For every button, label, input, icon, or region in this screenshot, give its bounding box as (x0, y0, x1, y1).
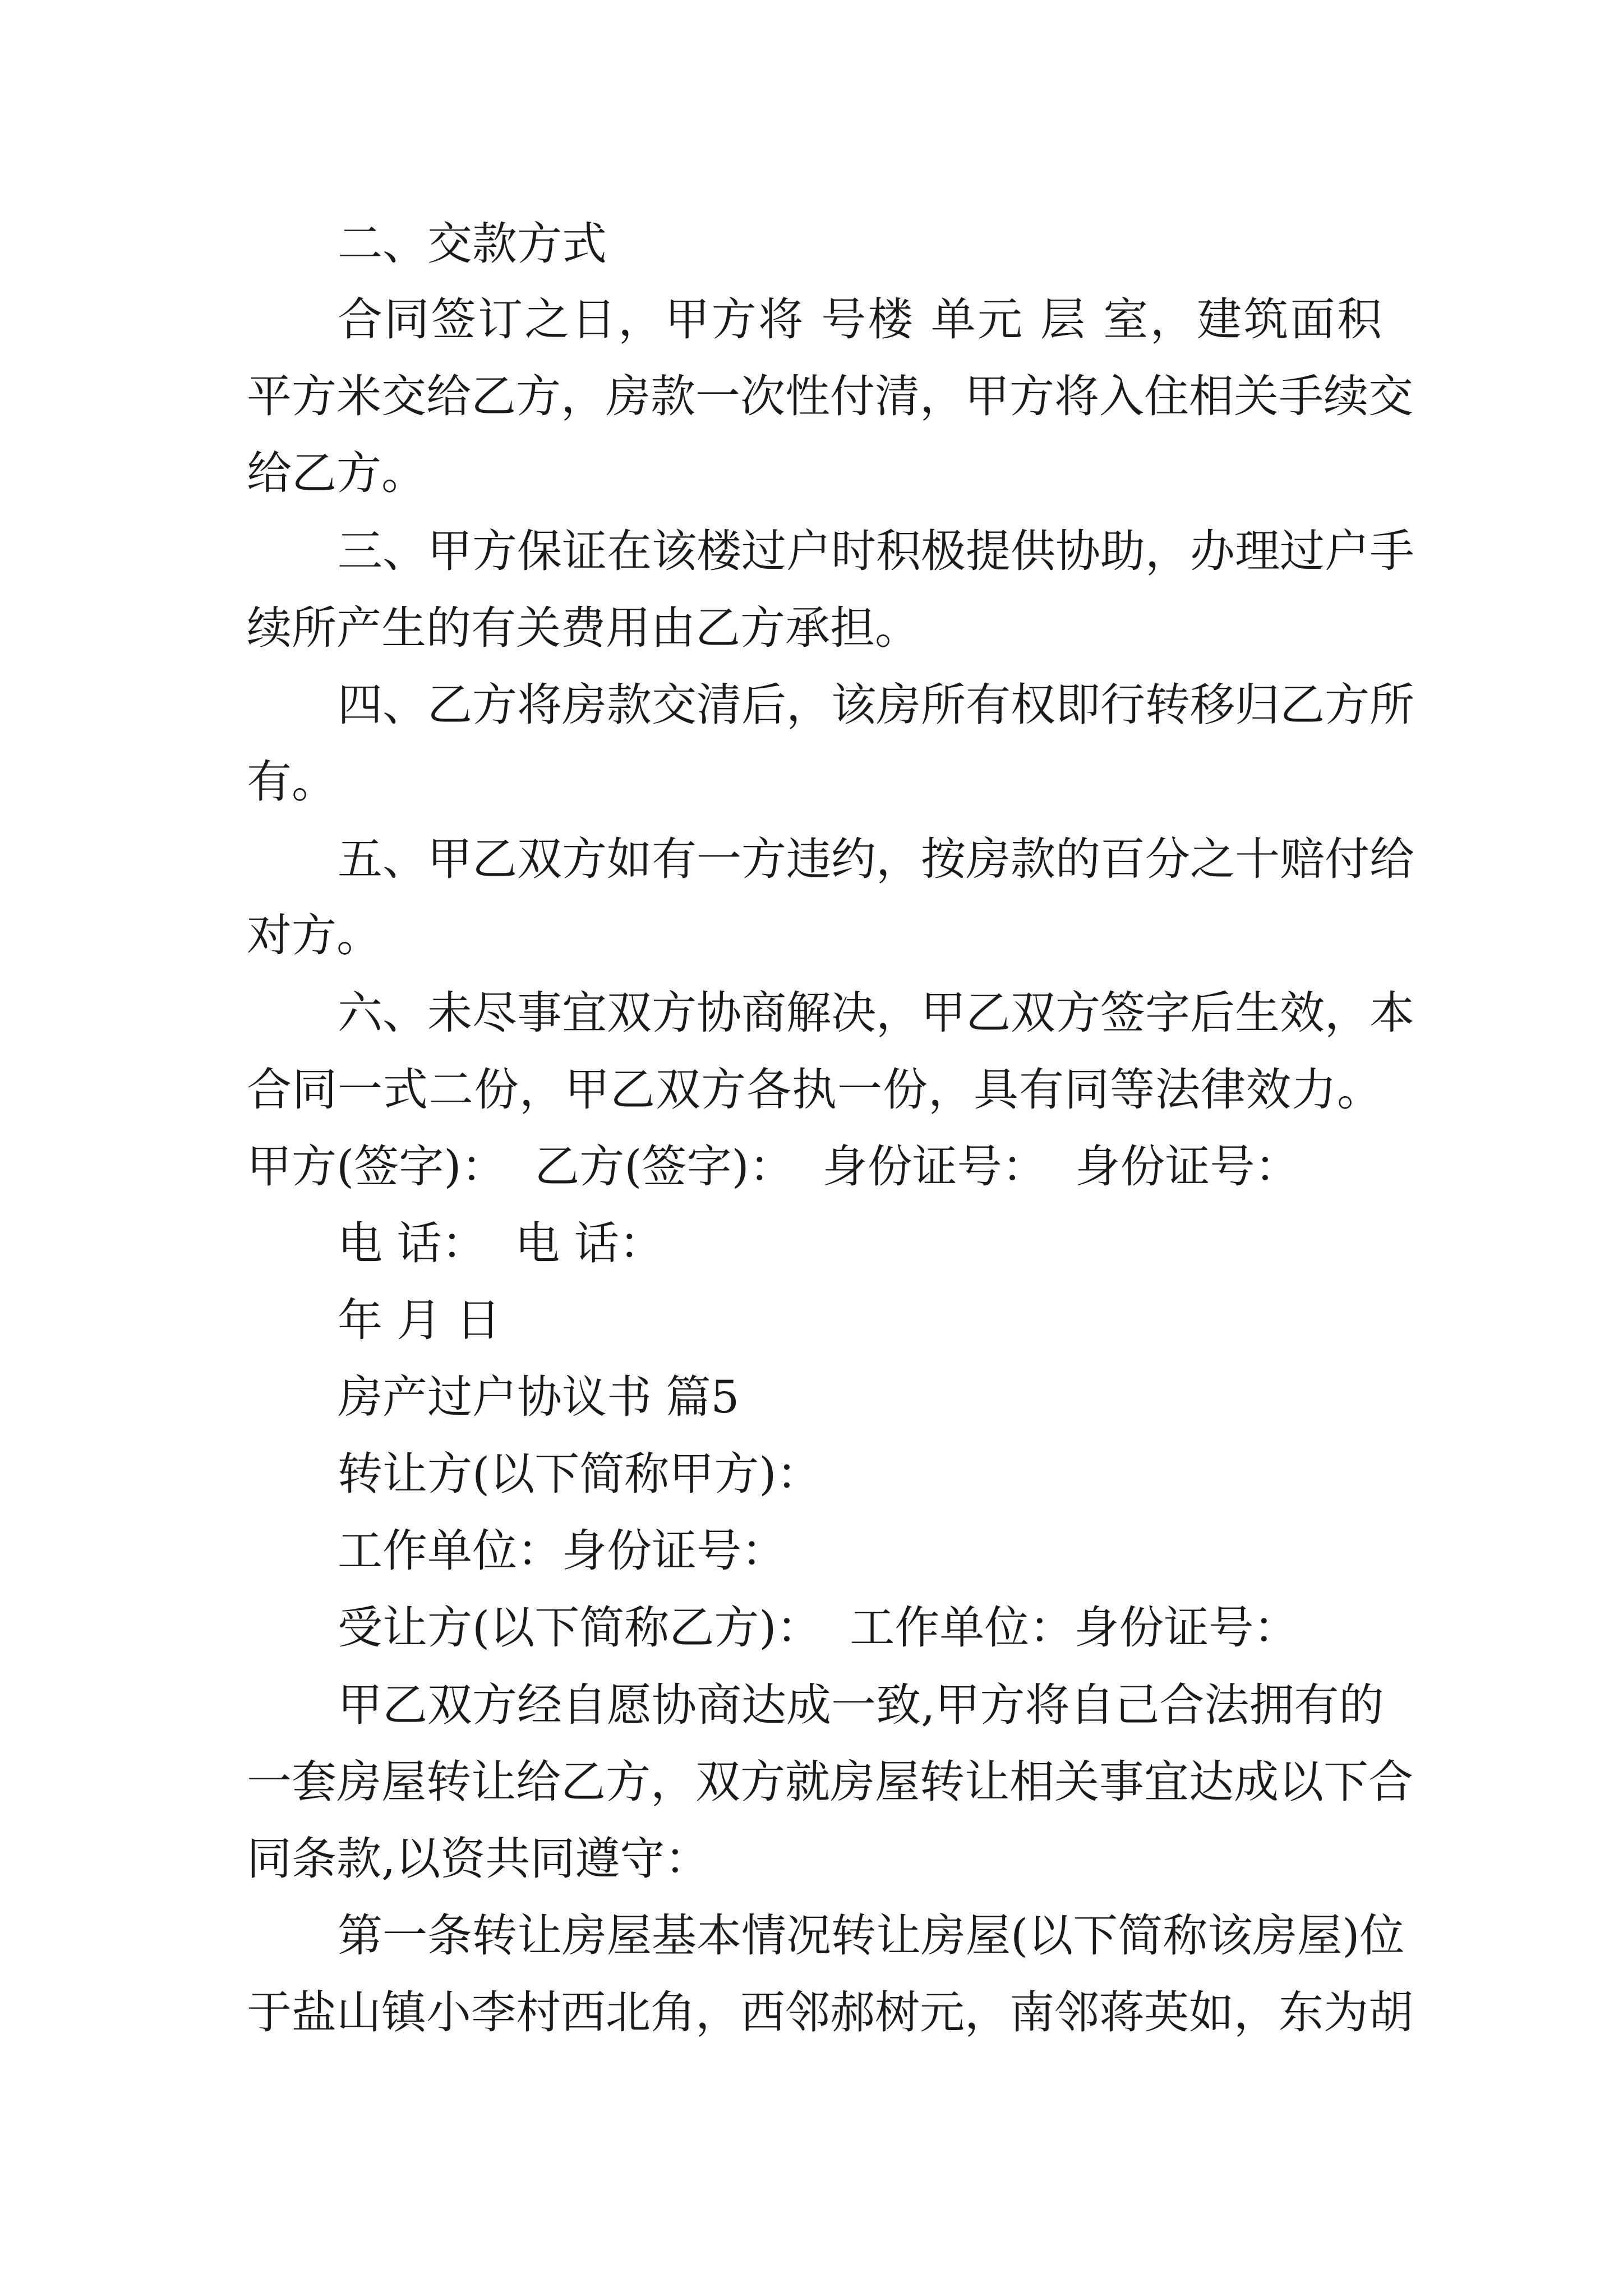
paragraph-line: 一套房屋转让给乙方，双方就房屋转让相关事宜达成以下合 (247, 1756, 1413, 1808)
paragraph-line: 合同一式二份，甲乙双方各执一份，具有同等法律效力。 (247, 1064, 1382, 1116)
paragraph-line: 合同签订之日，甲方将 号楼 单元 层 室，建筑面积 (338, 293, 1382, 346)
phone-line: 电 话： 电 话： (338, 1217, 664, 1269)
paragraph-line: 甲乙双方经自愿协商达成一致,甲方将自己合法拥有的 (338, 1679, 1384, 1731)
paragraph-line: 有。 (247, 756, 336, 808)
paragraph-line: 平方米交给乙方，房款一次性付清，甲方将入住相关手续交 (247, 370, 1413, 422)
paragraph-line: 对方。 (247, 909, 381, 961)
paragraph-line: 四、乙方将房款交清后，该房所有权即行转移归乙方所 (338, 679, 1414, 731)
paragraph-line: 六、未尽事宜双方协商解决，甲乙双方签字后生效，本 (338, 987, 1414, 1039)
signature-line: 甲方(签字)： 乙方(签字)： 身份证号： 身份证号： (247, 1140, 1300, 1193)
paragraph-line: 给乙方。 (247, 447, 426, 499)
date-line: 年 月 日 (338, 1294, 501, 1346)
transferee-line: 受让方(以下简称乙方)： 工作单位：身份证号： (338, 1602, 1299, 1654)
paragraph-line: 于盐山镇小李村西北角，西邻郝树元，南邻蒋英如，东为胡 (247, 1986, 1413, 2039)
paragraph-line: 第一条转让房屋基本情况转让房屋(以下简称该房屋)位 (338, 1910, 1405, 1962)
paragraph-line: 同条款,以资共同遵守： (247, 1833, 710, 1885)
paragraph-line: 续所产生的有关费用由乙方承担。 (247, 602, 920, 654)
section-title: 房产过户协议书 篇5 (338, 1371, 740, 1423)
transferor-line: 转让方(以下简称甲方)： (338, 1448, 822, 1500)
employer-id-line: 工作单位：身份证号： (338, 1525, 786, 1577)
section-heading-payment: 二、交款方式 (338, 218, 607, 270)
paragraph-line: 五、甲乙双方如有一方违约，按房款的百分之十赔付给 (338, 833, 1414, 885)
paragraph-line: 三、甲方保证在该楼过户时积极提供协助，办理过户手 (338, 525, 1414, 577)
